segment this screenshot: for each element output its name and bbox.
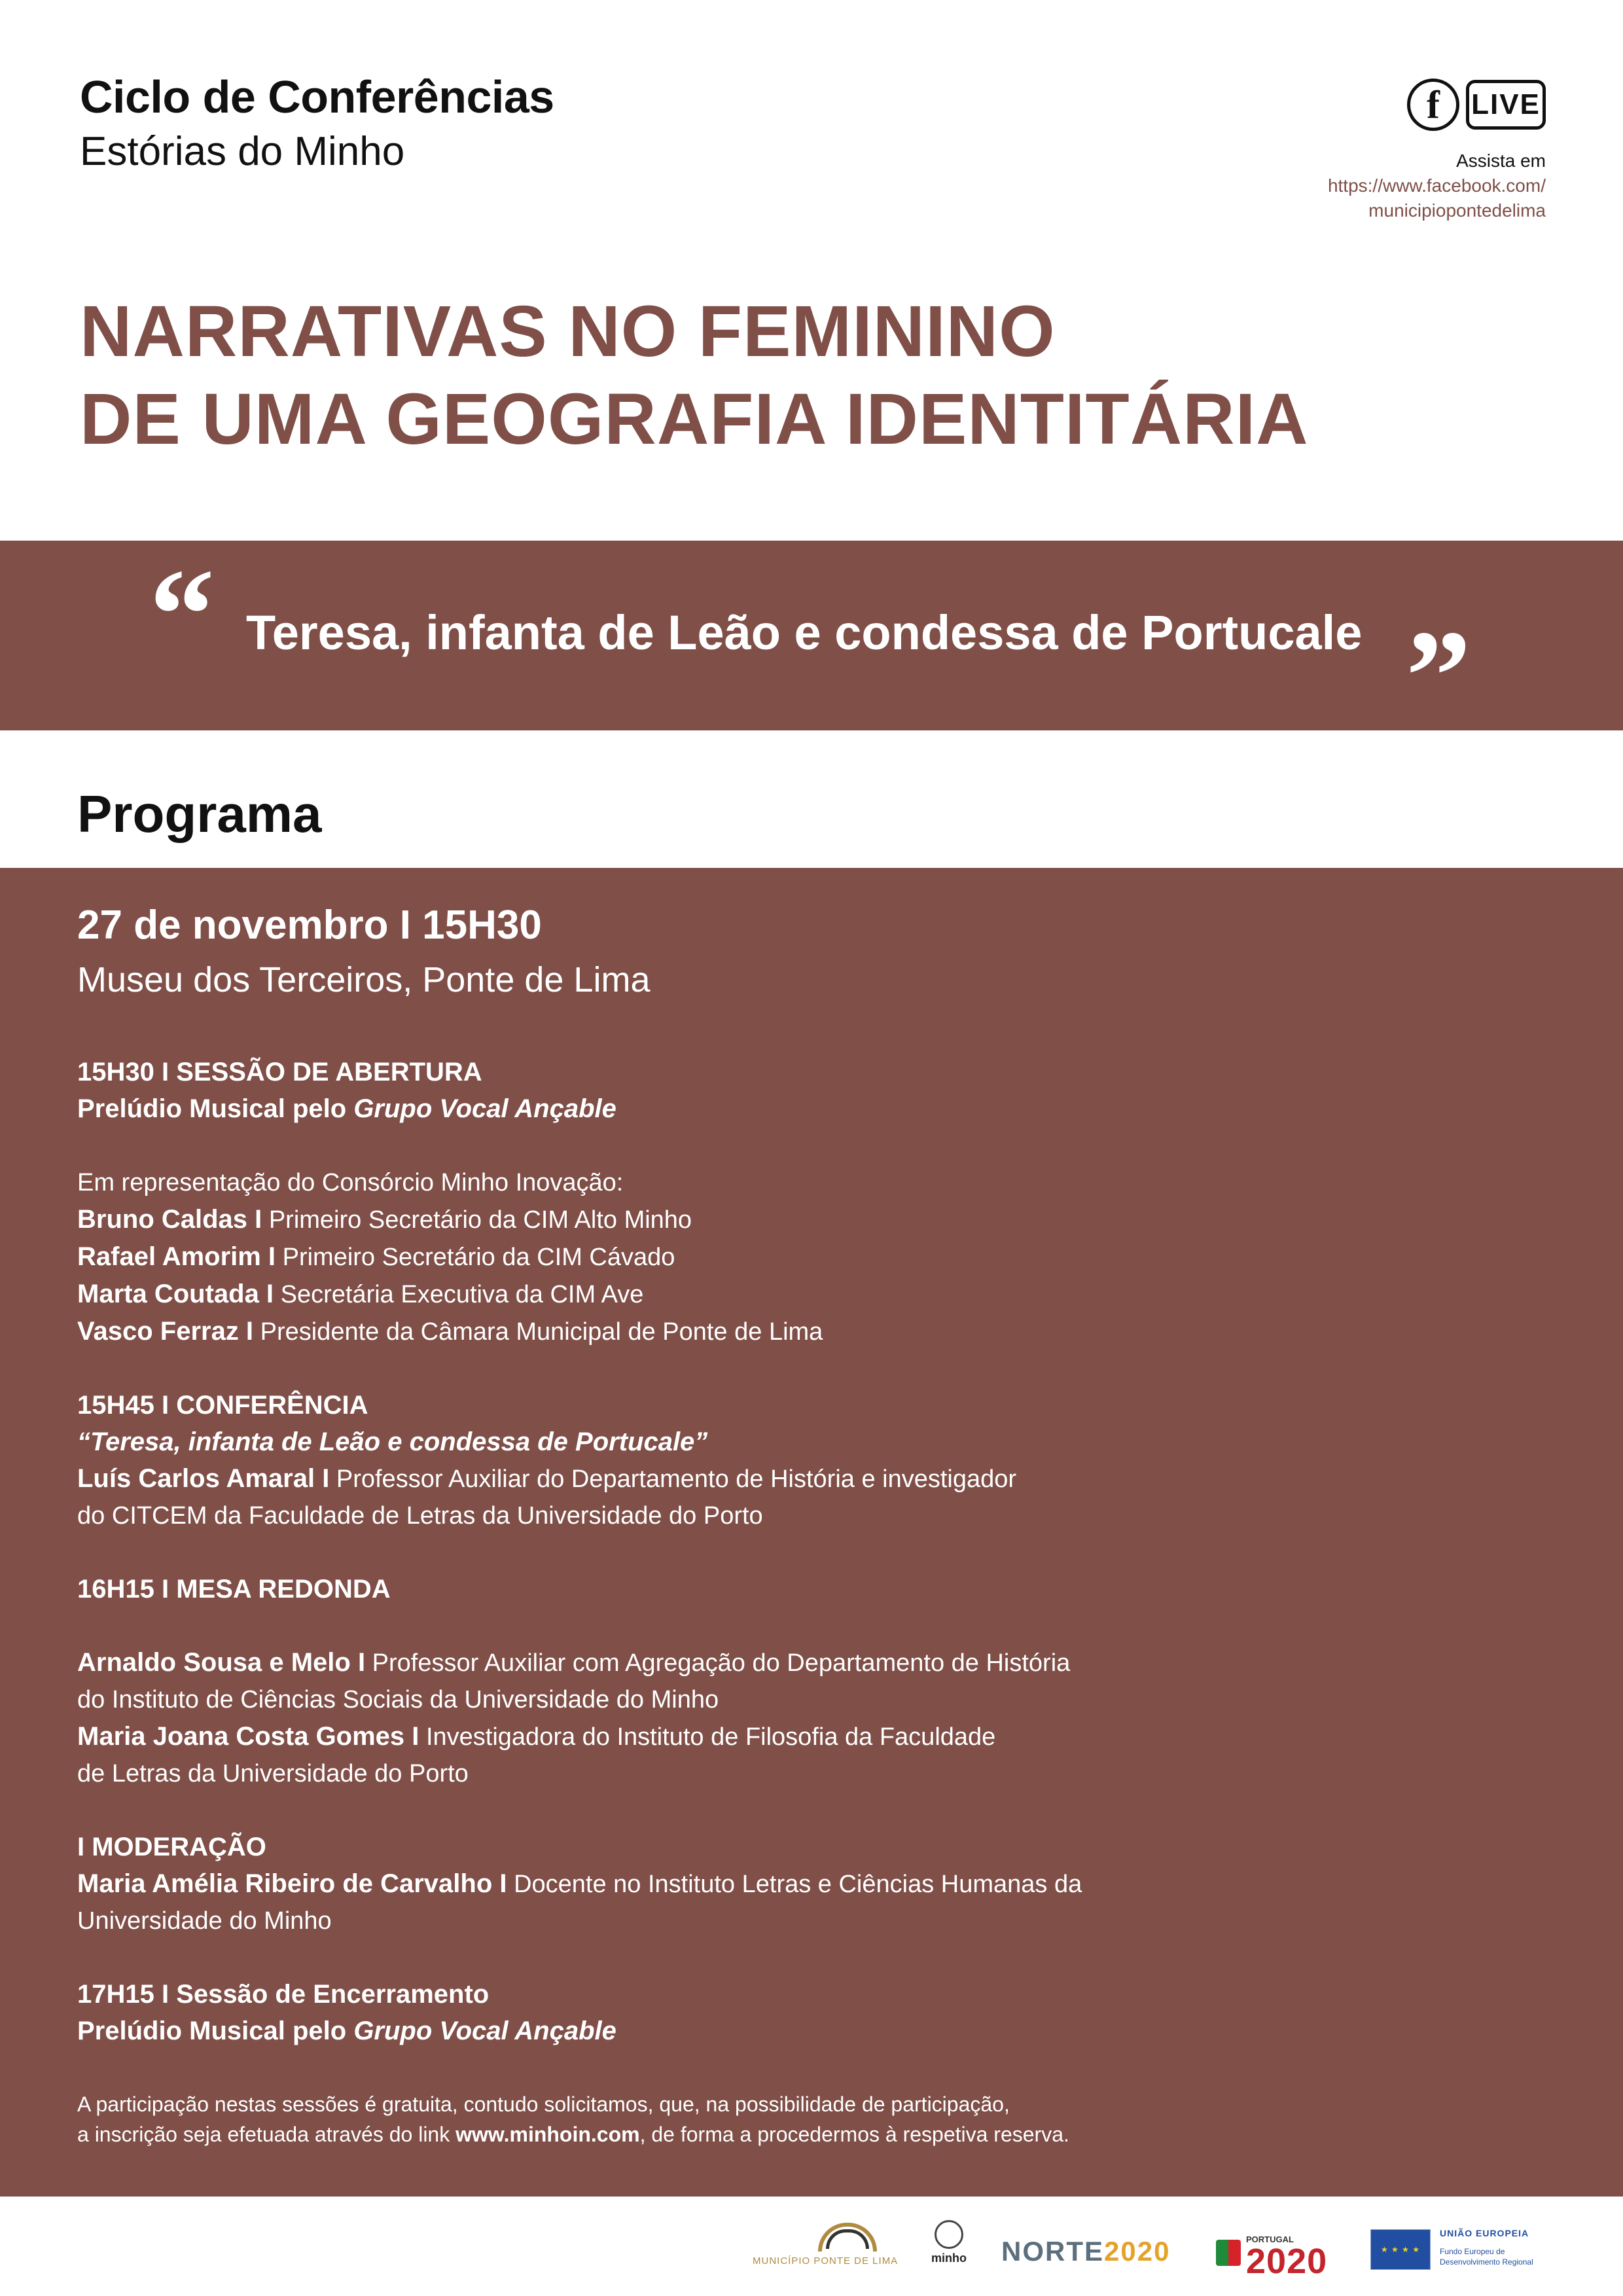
registration-note — [77, 2089, 1069, 2149]
event-venue: Museu dos Terceiros, Ponte de Lima — [77, 960, 651, 999]
conference-speaker-role: Professor Auxiliar do Departamento de História e investigador — [329, 1465, 1017, 1493]
closing-session-title: 17H15 I Sessão de Encerramento — [77, 1980, 490, 2009]
roundtable-speaker-1-role-cont: do Instituto de Ciências Sociais da Universidade do Minho — [77, 1686, 719, 1713]
portugal-label: PORTUGAL — [1246, 2234, 1294, 2244]
opening-music — [77, 1090, 1556, 1128]
cycle-title: Ciclo de Conferências — [80, 71, 554, 122]
roundtable-speaker-2-role-cont: de Letras da Universidade do Porto — [77, 1760, 469, 1787]
conference-title: 15H45 I CONFERÊNCIA — [77, 1391, 368, 1420]
cycle-subtitle: Estórias do Minho — [80, 129, 405, 174]
speaker-row — [77, 1238, 1556, 1276]
speaker-name: Bruno Caldas I — [77, 1205, 262, 1234]
main-title — [80, 288, 1309, 463]
speaker-name: Rafael Amorim I — [77, 1242, 276, 1271]
registration-note-line2 — [77, 2119, 1069, 2149]
registration-link[interactable]: www.minhoin.com — [455, 2123, 640, 2146]
roundtable-speaker-name: Arnaldo Sousa e Melo I — [77, 1648, 366, 1677]
spacer — [77, 1607, 1556, 1644]
watch-label: Assista em — [1456, 151, 1546, 171]
open-quote-icon: “ — [149, 543, 215, 687]
opening-music-group: Grupo Vocal Ançable — [353, 1094, 616, 1123]
minho-emblem-icon — [935, 2220, 963, 2249]
registration-note-line1: A participação nestas sessões é gratuita, contudo solicitamos, que, na possibilidade de participação, — [77, 2092, 1010, 2116]
note-suffix: , de forma a procedermos à respetiva reserva. — [639, 2123, 1069, 2146]
moderation-title: I MODERAÇÃO — [77, 1833, 266, 1861]
speaker-row — [77, 1276, 1556, 1313]
conference-speaker-role-cont: do CITCEM da Faculdade de Letras da Universidade do Porto — [77, 1502, 763, 1530]
program-heading: Programa — [77, 785, 322, 843]
closing-music-prefix: Prelúdio Musical pelo — [77, 2017, 354, 2045]
portugal-2020-logo — [1216, 2225, 1340, 2281]
spacer — [77, 1350, 1556, 1387]
opening-session-title: 15H30 I SESSÃO DE ABERTURA — [77, 1058, 482, 1086]
spacer — [77, 1792, 1556, 1829]
speaker-name: Vasco Ferraz I — [77, 1317, 254, 1346]
ponte-de-lima-logo — [753, 2223, 899, 2275]
portugal-year: 2020 — [1246, 2242, 1328, 2281]
conference-speaker-name: Luís Carlos Amaral I — [77, 1464, 330, 1493]
roundtable-speaker-role: Investigadora do Instituto de Filosofia da Faculdade — [419, 1723, 996, 1751]
moderator-name: Maria Amélia Ribeiro de Carvalho I — [77, 1869, 507, 1898]
moderator-role: Docente no Instituto Letras e Ciências Humanas da — [507, 1871, 1082, 1898]
eu-stars-icon: ★ ★ ★ ★ — [1380, 2245, 1421, 2254]
conference-speaker — [77, 1460, 1556, 1498]
eu-fund: Fundo Europeu de Desenvolvimento Regional — [1440, 2247, 1533, 2267]
facebook-url-line2[interactable]: municipiopontedelima — [1368, 200, 1546, 221]
roundtable-speaker-name: Maria Joana Costa Gomes I — [77, 1722, 419, 1751]
speaker-role: Primeiro Secretário da CIM Alto Minho — [262, 1206, 692, 1234]
closing-music-group: Grupo Vocal Ançable — [353, 2017, 616, 2045]
norte-2020-logo — [1001, 2236, 1170, 2267]
roundtable-title: 16H15 I MESA REDONDA — [77, 1575, 391, 1604]
moderator-role-cont: Universidade do Minho — [77, 1907, 332, 1935]
conference-talk-title: “Teresa, infanta de Leão e condessa de Portucale” — [77, 1427, 708, 1456]
main-title-line2: DE UMA GEOGRAFIA IDENTITÁRIA — [80, 379, 1309, 459]
event-date: 27 de novembro I 15H30 — [77, 903, 542, 948]
facebook-url-line1[interactable]: https://www.facebook.com/ — [1327, 175, 1546, 196]
quote-text: Teresa, infanta de Leão e condessa de Portucale — [246, 605, 1363, 660]
speaker-role: Secretária Executiva da CIM Ave — [274, 1281, 644, 1308]
opening-music-prefix: Prelúdio Musical pelo — [77, 1094, 354, 1123]
speaker-name: Marta Coutada I — [77, 1280, 274, 1308]
close-quote-icon: ” — [1406, 604, 1471, 749]
roundtable-speaker-2 — [77, 1718, 1556, 1755]
spacer — [77, 1534, 1556, 1571]
moderator — [77, 1865, 1556, 1903]
facebook-icon: f — [1407, 79, 1459, 131]
facebook-live-badge[interactable] — [1407, 77, 1546, 132]
roundtable-speaker-role: Professor Auxiliar com Agregação do Departamento de História — [365, 1649, 1071, 1677]
minho-logo — [929, 2220, 969, 2272]
speaker-role: Presidente da Câmara Municipal de Ponte de Lima — [253, 1318, 823, 1346]
minho-logo-text: minho — [931, 2251, 967, 2265]
portugal-flag-icon — [1216, 2240, 1241, 2266]
main-title-line1: NARRATIVAS NO FEMININO — [80, 291, 1056, 372]
speaker-role: Primeiro Secretário da CIM Cávado — [276, 1244, 675, 1271]
norte-year: 2020 — [1104, 2236, 1171, 2267]
program-schedule — [77, 1054, 1556, 2050]
roundtable-speaker-1 — [77, 1644, 1556, 1681]
sponsor-logos — [0, 2197, 1623, 2296]
eu-logo — [1370, 2224, 1554, 2276]
speaker-row — [77, 1313, 1556, 1350]
note-prefix: a inscrição seja efetuada através do link — [77, 2123, 456, 2146]
live-label: LIVE — [1466, 80, 1546, 130]
eu-title: UNIÃO EUROPEIA — [1440, 2228, 1529, 2238]
spacer — [77, 1939, 1556, 1976]
closing-music — [77, 2013, 1556, 2050]
speaker-row — [77, 1201, 1556, 1238]
ponte-de-lima-logo-text: MUNICÍPIO PONTE DE LIMA — [753, 2255, 899, 2267]
representation-intro: Em representação do Consórcio Minho Inovação: — [77, 1169, 624, 1196]
spacer — [77, 1128, 1556, 1164]
norte-text: NORTE — [1001, 2236, 1104, 2267]
